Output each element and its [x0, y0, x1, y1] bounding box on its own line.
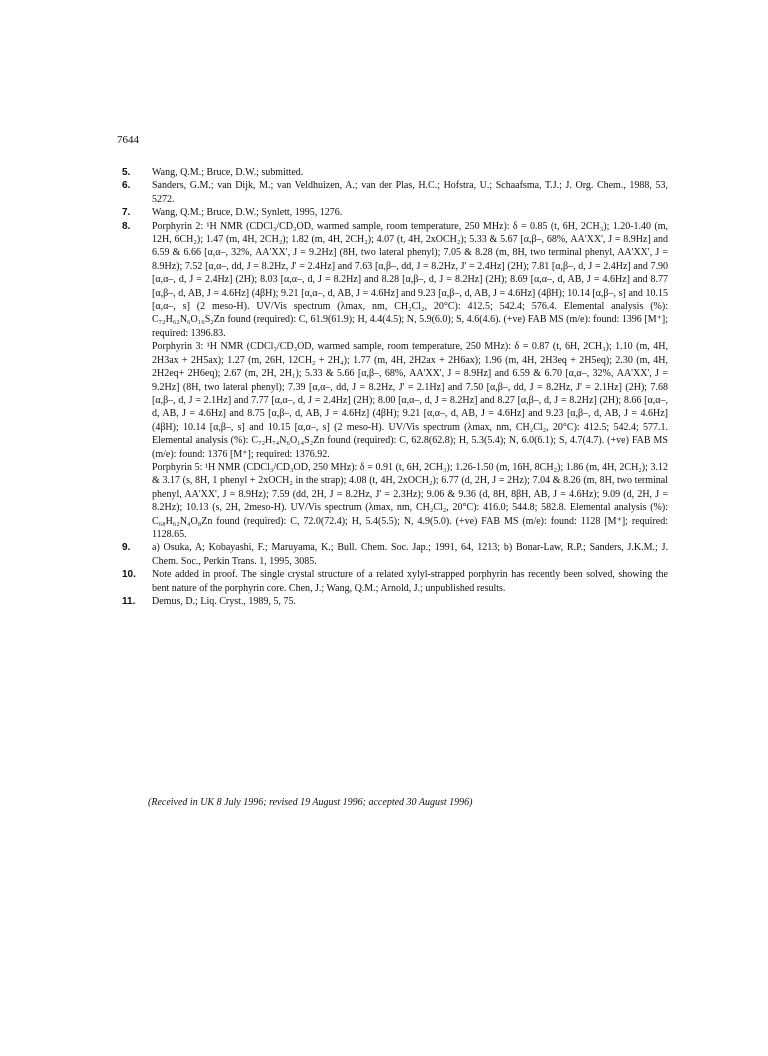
- reference-item: [122, 166, 668, 179]
- porphyrin-3-paragraph: Porphyrin 3: ¹H NMR (CDCl₃/CD₃OD, warmed sample, room temperature, 250 MHz): δ = 0.87 (t, 6H, 2CH₃); 1.10 (m, 4H, 2H3ax + 2H5ax); 1.27 (m, 26H, 12CH₂ + 2H₄); 1.77 (m, 4H, 2H2ax + 2H6ax); 1.96 (m, 4H, 2H3eq + 2H5eq); 2.30 (m, 4H, 2H2eq+ 2H6eq); 2.67 (m, 2H, 2H₁); 5.33 & 5.66 [α,β–, 68%, AA'XX', J = 8.9Hz] and 6.59 & 6.70 [α,α–, 32%, AA'XX', J = 9.2Hz] (8H, two lateral phenyl); 7.39 [α,α–, dd, J = 8.2Hz, J' = 2.1Hz] and 7.50 [α,β–, dd, J = 8.2Hz, J' = 2.1Hz] (2H); 7.68 [α,β–, d, J = 2.1Hz] and 7.77 [α,α–, d, J = 2.4Hz] (2H); 8.00 [α,α–, d, J = 8.2Hz] and 8.27 [α,β–, d, J = 8.2Hz] (2H); 8.66 [α,α–, d, AB, J = 4.6Hz] and 8.75 [α,β–, d, AB, J = 4.6Hz] (4βH); 9.21 [α,α–, d, AB, J = 4.6Hz] and 9.23 [α,β–, d, AB, J = 4.6Hz] (4βH); 10.14 [α,β–, s] and 10.15 [α,α–, s] (2 meso-H). UV/Vis spectrum (λmax, nm, CH₂Cl₂, 20°C): 412.5; 542.4; 577.1. Elemental analysis (%): C₇₂H₇₄N₆O₁₄S₂Zn found (required): C, 62.8(62.8); H, 5.3(5.4); N, 6.0(6.1); S, 4.7(4.7). (+ve) FAB MS (m/e): found: 1376 [M⁺]; required: 1376.92.: [152, 341, 668, 460]
- reference-list: [122, 166, 668, 608]
- reference-text: Sanders, G.M.; van Dijk, M.; van Veldhuizen, A.; van der Plas, H.C.; Hofstra, U.; Schaafsma, T.J.; J. Org. Chem., 1988, 53, 5272.: [152, 180, 668, 205]
- reference-number: 7.: [122, 207, 131, 219]
- reference-text: Wang, Q.M.; Bruce, D.W.; Synlett, 1995, 1276.: [152, 207, 343, 219]
- reference-item: [122, 220, 668, 542]
- received-dates-note: (Received in UK 8 July 1996; revised 19 August 1996; accepted 30 August 1996): [148, 797, 473, 808]
- porphyrin-2-paragraph: Porphyrin 2: ¹H NMR (CDCl₃/CD₃OD, warmed sample, room temperature, 250 MHz): δ = 0.85 (t, 6H, 2CH₃); 1.20-1.40 (m, 12H, 6CH₂); 1.47 (m, 4H, 2CH₂); 1.82 (m, 4H, 2CH₂); 4.07 (t, 4H, 2xOCH₂); 5.33 & 5.67 [α,β–, 68%, AA'XX', J = 8.9Hz] and 6.59 & 6.66 [α,α–, 32%, AA'XX', J = 9.2Hz] (8H, two lateral phenyl); 7.05 & 8.28 (m, 8H, two terminal phenyl, AA'XX', J = 8.9Hz); 7.52 [α,α–, dd, J = 8.2Hz, J' = 2.4Hz] and 7.63 [α,β–, dd, J = 8.2Hz, J' = 2.4Hz] (2H); 7.81 [α,β–, d, J = 2.4Hz] and 7.90 [α,α–, d, J = 2.4Hz] (2H); 8.03 [α,α–, d, J = 8.2Hz] and 8.28 [α,β–, d, J = 8.2Hz] (2H); 8.69 [α,α–, d, AB, J = 4.6Hz] and 8.77 [α,β–, d, AB, J = 4.6Hz] (4βH); 9.21 [α,α–, d, AB, J = 4.6Hz] and 9.23 [α,β–, d, AB, J = 4.6Hz] (4βH); 10.14 [α,β–, s] and 10.15 [α,α–, s] (2 meso-H). UV/Vis spectrum (λmax, nm, CH₂Cl₂, 20°C): 412.5; 542.4; 576.4. Elemental analysis (%): C₇₂H₆₂N₆O₁₆S₂Zn found (required): C, 61.9(61.9); H, 4.4(4.5); N, 5.9(6.0); S, 4.6(4.6). (+ve) FAB MS (m/e): found: 1396 [M⁺]; required: 1396.83.: [152, 220, 668, 339]
- reference-number: 8.: [122, 220, 131, 232]
- reference-number: 11.: [122, 596, 136, 607]
- reference-item: [122, 541, 668, 568]
- reference-number: 6.: [122, 180, 131, 192]
- reference-number: 10.: [122, 569, 136, 581]
- page-number: 7644: [117, 134, 139, 146]
- reference-text: Wang, Q.M.; Bruce, D.W.; submitted.: [152, 167, 304, 178]
- reference-number: 5.: [122, 167, 131, 178]
- reference-text: Note added in proof. The single crystal structure of a related xylyl-strapped porphyrin has recently been solved, showing the bent nature of the porphyrin core. Chen, J.; Wang, Q.M.; Arnold, J.; unpublished results.: [152, 569, 668, 594]
- reference-text: Demus, D.; Liq. Cryst., 1989, 5, 75.: [152, 596, 296, 607]
- reference-item: [122, 179, 668, 206]
- reference-number: 9.: [122, 542, 131, 554]
- reference-item: [122, 568, 668, 595]
- porphyrin-5-paragraph: Porphyrin 5: ¹H NMR (CDCl₃/CD₃OD, 250 MHz): δ = 0.91 (t, 6H, 2CH₃); 1.26-1.50 (m, 16H, 8CH₂); 1.86 (m, 4H, 2CH₂); 3.12 & 3.17 (s, 8H, 1 phenyl + 2xOCH₂ in the strap); 4.08 (t, 4H, 2xOCH₂); 6.77 (d, 2H, J = 2Hz); 7.04 & 8.26 (m, 8H, two terminal phenyl, AA'XX', J = 8.9Hz); 7.59 (dd, 2H, J = 8.2Hz, J' = 2.3Hz); 9.06 & 9.36 (d, 8H, 8βH, AB, J = 4.6Hz); 9.09 (d, 2H, J = 8.2Hz); 10.13 (s, 2H, 2meso-H). UV/Vis spectrum (λmax, nm, CH₂Cl₂, 20°C): 416.0; 544.8; 582.8. Elemental analysis (%): C₆₈H₆₂N₄O₈Zn found (required): C, 72.0(72.4); H, 5.4(5.5); N, 4.9(5.0). (+ve) FAB MS (m/e): found: 1128 [M⁺]; required: 1128.65.: [152, 461, 668, 540]
- reference-item: [122, 595, 668, 608]
- reference-text: a) Osuka, A; Kobayashi, F.; Maruyama, K.; Bull. Chem. Soc. Jap.; 1991, 64, 1213; b) Bonar-Law, R.P.; Sanders, J.K.M.; J. Chem. Soc., Perkin Trans. 1, 1995, 3085.: [152, 542, 668, 567]
- reference-item: [122, 206, 668, 219]
